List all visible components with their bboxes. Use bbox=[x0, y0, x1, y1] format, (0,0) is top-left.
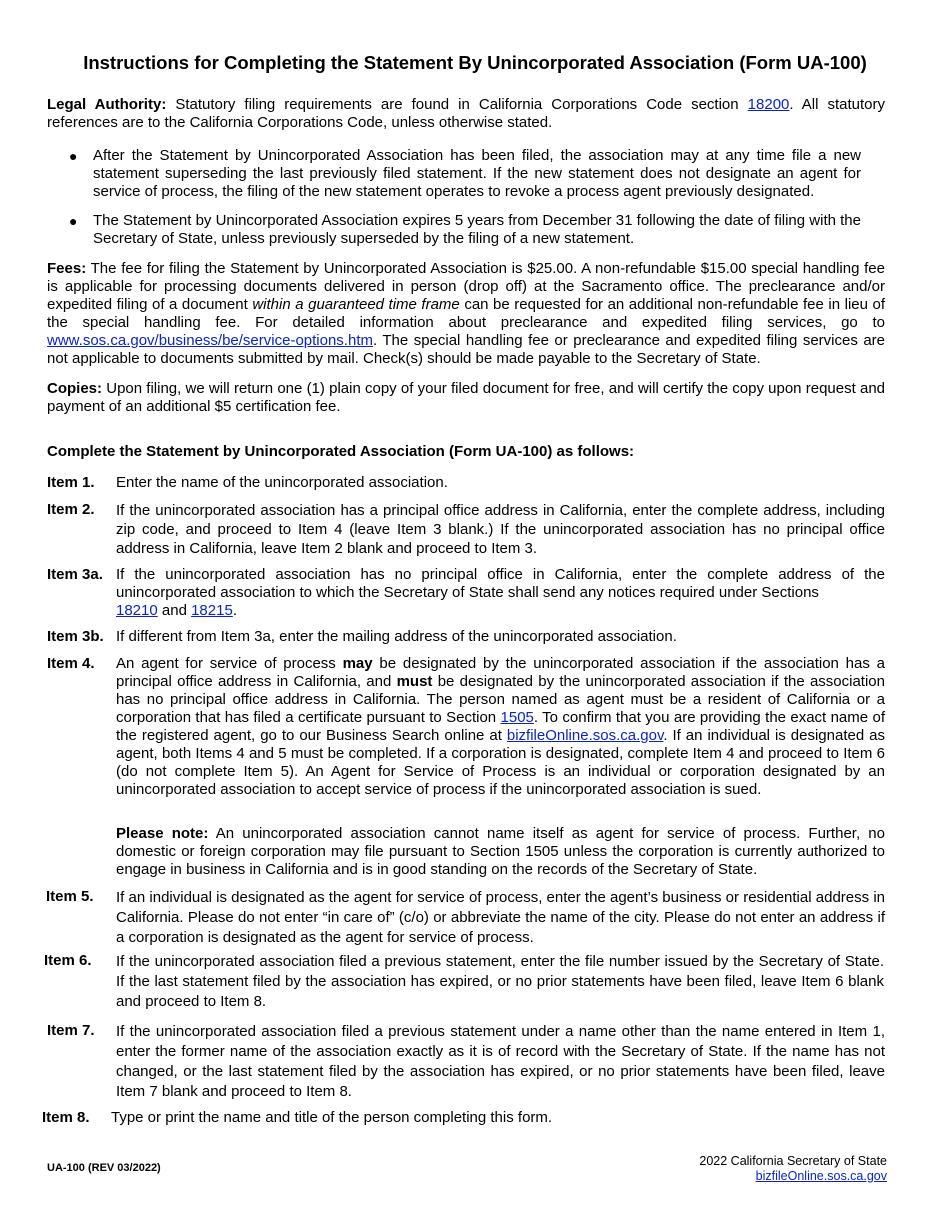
item-3a-text: If the unincorporated association has no principal office in California, enter the complete address of the unincorporated association to which the Secretary of State shall send any notices required under Sections bbox=[116, 566, 885, 601]
item-text bbox=[116, 655, 885, 799]
item-4-text: . If an individual is designated as agent, both Items 4 and 5 must be completed. If a corporation is designated, complete Item 4 and proceed to Item 6 (do not complete Item 5). An Agent for Service of Process is an individual or corporation designated by an unincorporated association to accept service of process if the unincorporated association is sued. bbox=[116, 727, 885, 798]
fees-paragraph bbox=[47, 260, 885, 368]
legal-authority-paragraph bbox=[47, 96, 885, 132]
item-label: Item 8. bbox=[42, 1109, 90, 1126]
item-text: If different from Item 3a, enter the mailing address of the unincorporated association. bbox=[116, 628, 677, 645]
item-text: If the unincorporated association filed a previous statement under a name other than the name entered in Item 1, enter the former name of the association exactly as it is of record with the Secretary of State. If the name has not changed, or the last statement filed by the association has expired, or no prior statements have been filed, leave Item 7 blank and proceed to Item 8. bbox=[116, 1023, 885, 1100]
section-heading: Complete the Statement by Unincorporated Association (Form UA-100) as follows: bbox=[47, 443, 635, 460]
item-label: Item 3b. bbox=[47, 628, 104, 645]
section-18215-link[interactable]: 18215 bbox=[191, 602, 233, 619]
please-note-paragraph bbox=[116, 825, 885, 879]
section-1505-link[interactable]: 1505 bbox=[500, 709, 534, 726]
item-3a-period: . bbox=[232, 602, 237, 619]
item-label: Item 5. bbox=[46, 888, 94, 905]
section-18200-link[interactable]: 18200 bbox=[747, 96, 790, 113]
fees-text-continued: can be requested for an additional non-refundable fee in lieu of the special handling fee. For detailed information about preclearance and expedited filing services, go to bbox=[47, 296, 886, 331]
bullet-text: The Statement by Unincorporated Association expires 5 years from December 31 following the date of filing with the Secretary of State, unless previously superseded by the filing of a new statement. bbox=[93, 212, 861, 247]
item-text: If an individual is designated as the agent for service of process, enter the agent’s business or residential address in California. Please do not enter “in care of” (c/o) or abbreviate the name of the city. Please do not enter an address if a corporation is designated as the agent for service of process. bbox=[116, 889, 885, 946]
fees-text-end: . The special handling fee or preclearance and expedited filing services are not applicable to documents submitted by mail. Check(s) should be made payable to the Secretary of State. bbox=[47, 332, 885, 367]
please-note-label: Please note: bbox=[116, 825, 209, 842]
section-18210-link[interactable]: 18210 bbox=[116, 602, 158, 619]
item-label: Item 2. bbox=[47, 501, 95, 518]
fees-italic-text: within a guaranteed time frame bbox=[252, 296, 460, 313]
item-4-bold-must: must bbox=[396, 673, 433, 690]
page-title: Instructions for Completing the Statement By Unincorporated Association (Form UA-100) bbox=[83, 52, 867, 73]
item-label: Item 3a. bbox=[47, 566, 103, 583]
legal-authority-text-end: . All statutory references are to the California Corporations Code, unless otherwise stated. bbox=[47, 96, 885, 131]
item-4-text: An agent for service of process bbox=[116, 655, 336, 672]
item-label: Item 1. bbox=[47, 474, 95, 491]
item-text: If the unincorporated association has a principal office address in California, enter the complete address, including zip code, and proceed to Item 4 (leave Item 3 blank.) If the unincorporated association has no principal office address in California, leave Item 2 blank and proceed to Item 3. bbox=[116, 502, 885, 557]
item-4-text: be designated by the unincorporated association if the association has no principal office address in California. The person named as agent must be a resident of California or a corporation that has filed a certificate pursuant to Section bbox=[116, 673, 885, 726]
form-revision-id: UA-100 (REV 03/2022) bbox=[47, 1162, 161, 1174]
service-options-link[interactable]: www.sos.ca.gov/business/be/service-options.htm bbox=[47, 332, 373, 349]
please-note-text: An unincorporated association cannot name itself as agent for service of process. Further, no domestic or foreign corporation may file pursuant to Section 1505 unless the corporation is currently authorized to engage in business in California and is in good standing on the records of the Secretary of State. bbox=[116, 825, 885, 878]
copyright-text: 2022 California Secretary of State bbox=[699, 1154, 887, 1168]
bullet-text: After the Statement by Unincorporated Association has been filed, the association may at any time file a new statement superseding the last previously filed statement. If the new statement does not designate an agent for service of process, the filing of the new statement operates to revoke a process agent previously designated. bbox=[93, 147, 861, 200]
item-label: Item 4. bbox=[47, 655, 95, 672]
fees-label: Fees: bbox=[47, 260, 87, 277]
legal-authority-text: Statutory filing requirements are found in California Corporations Code section bbox=[175, 96, 739, 113]
copies-paragraph bbox=[47, 380, 885, 416]
item-text: Enter the name of the unincorporated association. bbox=[116, 474, 448, 491]
bizfile-link[interactable]: bizfileOnline.sos.ca.gov bbox=[506, 727, 664, 744]
footer-credits bbox=[699, 1154, 887, 1184]
item-4-bold-may: may bbox=[342, 655, 373, 672]
fees-text: The fee for filing the Statement by Unincorporated Association is $25.00. A non-refundable $15.00 special handling fee is applicable for processing documents delivered in person (drop off) at the Sacramento office. The preclearance and/or expedited filing of a document bbox=[47, 260, 885, 313]
item-4-text: . To confirm that you are providing the exact name of the registered agent, go to our Business Search online at bbox=[116, 709, 885, 744]
item-label: Item 6. bbox=[44, 952, 92, 969]
bullet-icon: ● bbox=[69, 148, 78, 164]
item-text: Type or print the name and title of the person completing this form. bbox=[111, 1109, 553, 1126]
item-3a-and: and bbox=[161, 602, 187, 619]
copies-text: Upon filing, we will return one (1) plain copy of your filed document for free, and will certify the copy upon request and payment of an additional $5 certification fee. bbox=[47, 380, 885, 415]
legal-authority-label: Legal Authority: bbox=[47, 96, 167, 113]
footer-bizfile-link[interactable]: bizfileOnline.sos.ca.gov bbox=[755, 1169, 887, 1183]
item-label: Item 7. bbox=[47, 1022, 95, 1039]
copies-label: Copies: bbox=[47, 380, 103, 397]
item-text bbox=[116, 566, 885, 620]
item-4-text: be designated by the unincorporated association if the association has a principal office address in California, and bbox=[116, 655, 885, 690]
item-text: If the unincorporated association filed a previous statement, enter the file number issued by the Secretary of State. If the last statement filed by the association has expired, or no prior statements have been filed, leave Item 6 blank and proceed to Item 8. bbox=[116, 953, 884, 1010]
bullet-icon: ● bbox=[69, 213, 78, 229]
